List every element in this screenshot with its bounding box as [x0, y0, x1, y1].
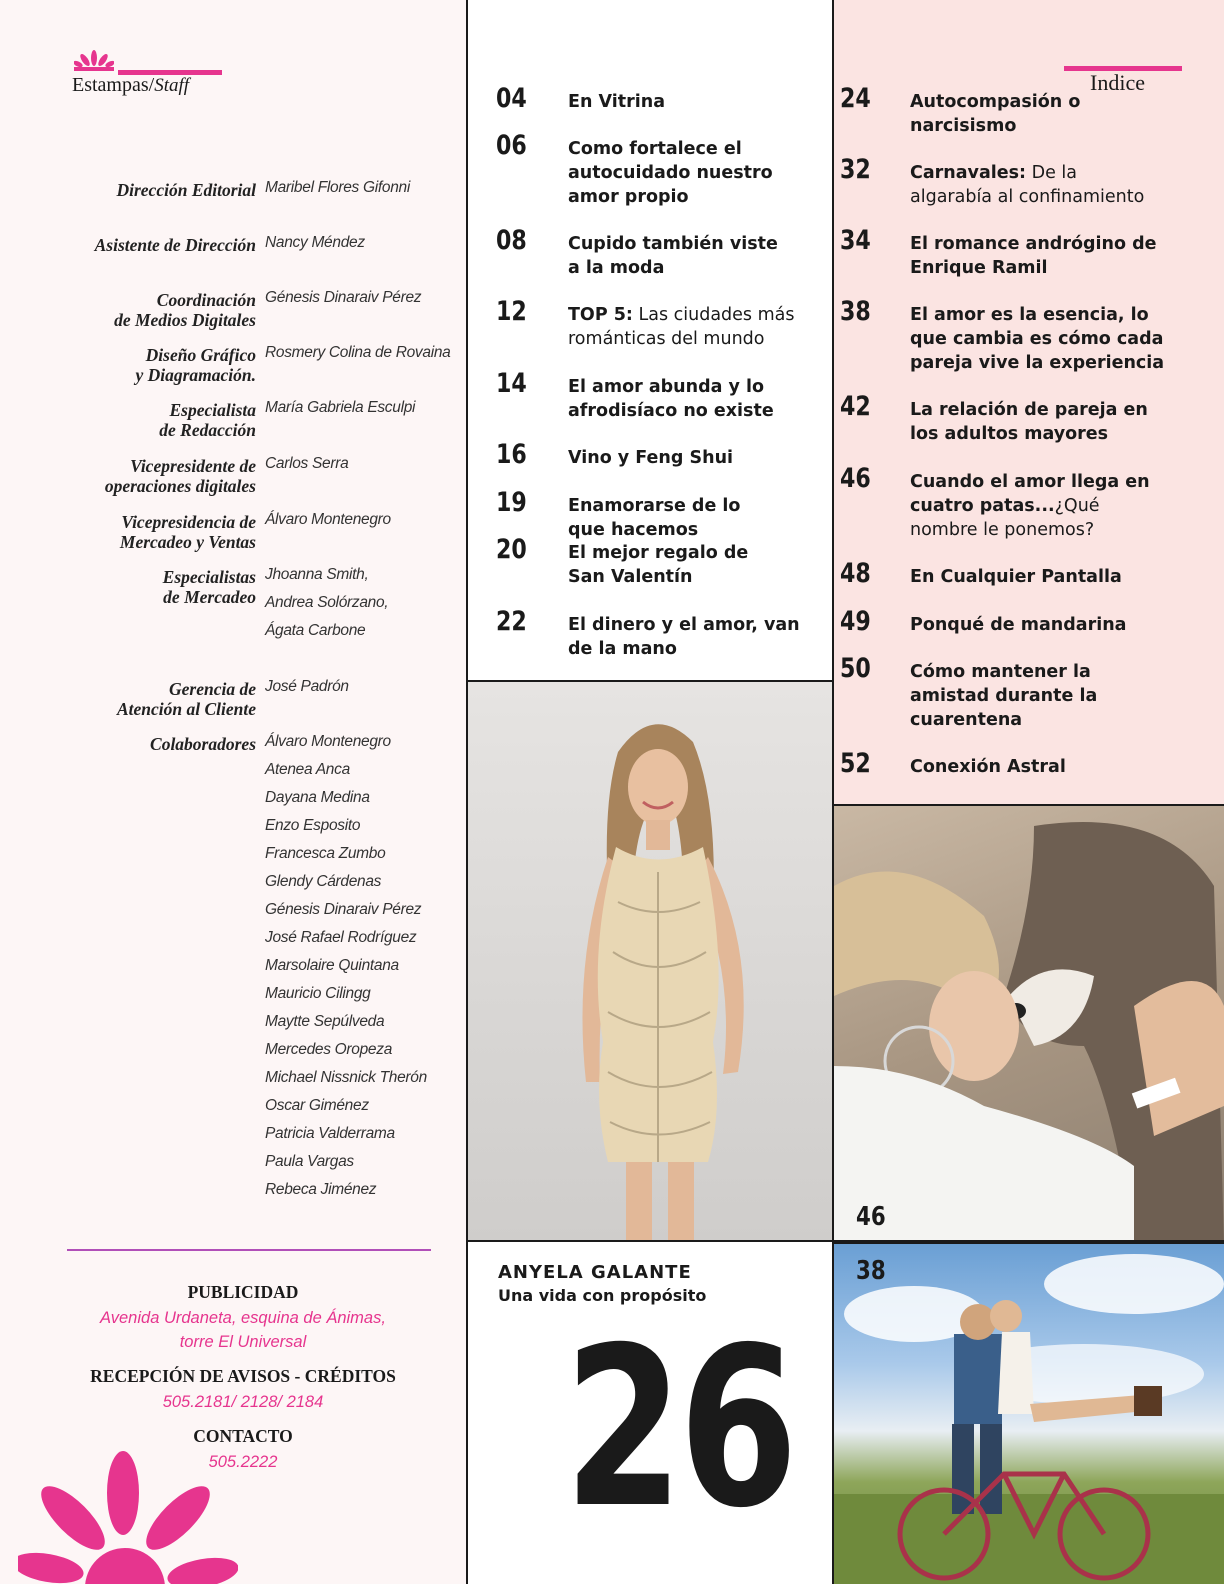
brand-logo: [72, 74, 189, 97]
toc-entry-title: Cupido también viste a la moda: [568, 234, 778, 278]
staff-person: Atenea Anca: [265, 761, 350, 778]
staff-role: Especialistas de Mercadeo: [162, 567, 256, 607]
toc-middle-column: [466, 0, 834, 1584]
toc-entry-title-rest: ¿Qué nombre le ponemos?: [910, 496, 1100, 540]
toc-entry-title: Enamorarse de lo que hacemos: [568, 496, 741, 540]
staff-person: Génesis Dinaraiv Pérez: [265, 901, 422, 918]
toc-entry-title: El amor abunda y lo afrodisíaco no existe: [568, 377, 774, 421]
dog-photo-page-tag: 46: [856, 1202, 886, 1232]
dog-photo-illustration: [834, 806, 1224, 1242]
toc-page-number: 14: [496, 368, 527, 399]
staff-role: Dirección Editorial: [116, 180, 256, 200]
toc-entry-title-rest: De la algarabía al confinamiento: [910, 163, 1145, 207]
staff-person: Rebeca Jiménez: [265, 1181, 377, 1198]
toc-page-number: 32: [840, 154, 871, 185]
brand-section: Staff: [154, 75, 190, 96]
cover-subtitle: Una vida con propósito: [498, 1286, 707, 1305]
contacto-label: CONTACTO: [193, 1426, 293, 1446]
toc-page-number: 04: [496, 83, 527, 114]
toc-page-number: 12: [496, 296, 527, 327]
couple-photo-illustration: [834, 1244, 1224, 1584]
recepcion-label: RECEPCIÓN DE AVISOS - CRÉDITOS: [90, 1366, 396, 1386]
staff-person: Álvaro Montenegro: [265, 511, 391, 528]
toc-entry-title: Cómo mantener la amistad durante la cuarentena: [910, 662, 1098, 730]
toc-page-number: 52: [840, 748, 871, 779]
toc-entry-title: El mejor regalo de San Valentín: [568, 543, 749, 587]
toc-right-column: [834, 0, 1224, 1584]
couple-photo-page-tag: 38: [856, 1256, 886, 1286]
toc-entry-title: La relación de pareja en los adultos mayores: [910, 400, 1148, 444]
toc-entry-title: El dinero y el amor, van de la mano: [568, 615, 800, 659]
staff-person: Glendy Cárdenas: [265, 873, 382, 890]
recepcion-phones: 505.2181/ 2128/ 2184: [162, 1393, 324, 1411]
toc-entry-title: Conexión Astral: [910, 757, 1066, 777]
toc-page-number: 34: [840, 225, 871, 256]
couple-photo: [834, 1242, 1224, 1584]
toc-entry-title: [568, 303, 795, 351]
publicidad-address: Avenida Urdaneta, esquina de Ánimas, torre El Universal: [100, 1309, 386, 1351]
staff-role: Coordinación de Medios Digitales: [114, 290, 256, 330]
publicidad-label: PUBLICIDAD: [187, 1282, 299, 1302]
staff-person: Andrea Solórzano,: [265, 594, 389, 611]
toc-entry-title: Ponqué de mandarina: [910, 615, 1127, 635]
staff-person: Génesis Dinaraiv Pérez: [265, 289, 422, 306]
staff-role: Gerencia de Atención al Cliente: [116, 679, 256, 719]
toc-page-number: 20: [496, 534, 527, 565]
staff-divider: [67, 1249, 431, 1251]
toc-entry-title: [910, 161, 1144, 209]
toc-page-number: 42: [840, 391, 871, 422]
staff-person: Jhoanna Smith,: [265, 566, 369, 583]
toc-page-number: 48: [840, 558, 871, 589]
staff-column: [0, 0, 466, 1584]
contacto-phone: 505.2222: [208, 1453, 278, 1471]
staff-person: Francesca Zumbo: [265, 845, 386, 862]
brand-name: Estampas/: [72, 74, 155, 96]
staff-person: Oscar Giménez: [265, 1097, 369, 1114]
staff-person: Patricia Valderrama: [265, 1125, 395, 1142]
toc-entry-title: Vino y Feng Shui: [568, 448, 734, 468]
staff-person: Álvaro Montenegro: [265, 733, 391, 750]
staff-person: Mercedes Oropeza: [265, 1041, 393, 1058]
toc-page-number: 49: [840, 606, 871, 637]
toc-entry-title: Como fortalece el autocuidado nuestro amor propio: [568, 139, 773, 207]
toc-page-number: 22: [496, 606, 527, 637]
toc-page-number: 50: [840, 653, 871, 684]
toc-page-number: 46: [840, 463, 871, 494]
toc-entry-title: [910, 470, 1150, 542]
staff-role: Especialista de Redacción: [159, 400, 256, 440]
cover-photo: [468, 680, 832, 1242]
staff-person: José Padrón: [265, 678, 349, 695]
staff-person: Michael Nissnick Therón: [265, 1069, 427, 1086]
toc-entry-title-bold: TOP 5:: [568, 305, 633, 325]
toc-entry-title: Autocompasión o narcisismo: [910, 92, 1081, 136]
staff-person: Rosmery Colina de Rovaina: [265, 344, 451, 361]
toc-entry-title-bold: Cuando el amor llega en cuatro patas...: [910, 472, 1150, 516]
toc-entry-title-rest: Las ciudades más románticas del mundo: [568, 305, 795, 349]
staff-person: Mauricio Cilingg: [265, 985, 371, 1002]
toc-page-number: 08: [496, 225, 527, 256]
index-label: Indice: [1090, 70, 1145, 95]
cover-page-number: 26: [564, 1300, 794, 1556]
toc-entry-title: El amor es la esencia, lo que cambia es cómo cada pareja vive la experiencia: [910, 305, 1165, 373]
staff-person: Carlos Serra: [265, 455, 349, 472]
dog-photo: [834, 804, 1224, 1242]
staff-person: Maribel Flores Gifonni: [265, 179, 411, 196]
staff-person: Marsolaire Quintana: [265, 957, 399, 974]
toc-page-number: 06: [496, 130, 527, 161]
staff-person: Enzo Esposito: [265, 817, 361, 834]
staff-person: José Rafael Rodríguez: [265, 929, 417, 946]
staff-person: Dayana Medina: [265, 789, 370, 806]
cover-model-illustration: [468, 682, 832, 1242]
staff-person: Nancy Méndez: [265, 234, 365, 251]
staff-role: Asistente de Dirección: [94, 235, 256, 255]
toc-page-number: 38: [840, 296, 871, 327]
staff-person: Maytte Sepúlveda: [265, 1013, 385, 1030]
staff-role: Vicepresidencia de Mercadeo y Ventas: [119, 512, 256, 552]
toc-page-number: 19: [496, 487, 527, 518]
toc-entry-title: En Vitrina: [568, 92, 666, 112]
toc-page-number: 16: [496, 439, 527, 470]
flower-icon: [74, 50, 114, 72]
toc-entry-title: En Cualquier Pantalla: [910, 567, 1122, 587]
staff-person: Ágata Carbone: [265, 622, 366, 639]
staff-person: María Gabriela Esculpi: [265, 399, 416, 416]
toc-entry-title: El romance andrógino de Enrique Ramil: [910, 234, 1157, 278]
staff-role: Vicepresidente de operaciones digitales: [104, 456, 256, 496]
toc-entry-title-bold: Carnavales:: [910, 163, 1027, 183]
cover-name: ANYELA GALANTE: [498, 1262, 692, 1283]
staff-person: Paula Vargas: [265, 1153, 354, 1170]
staff-role: Colaboradores: [150, 734, 256, 754]
staff-role: Diseño Gráfico y Diagramación.: [135, 345, 256, 385]
decorative-flower-icon: [18, 1448, 238, 1584]
toc-page-number: 24: [840, 83, 871, 114]
